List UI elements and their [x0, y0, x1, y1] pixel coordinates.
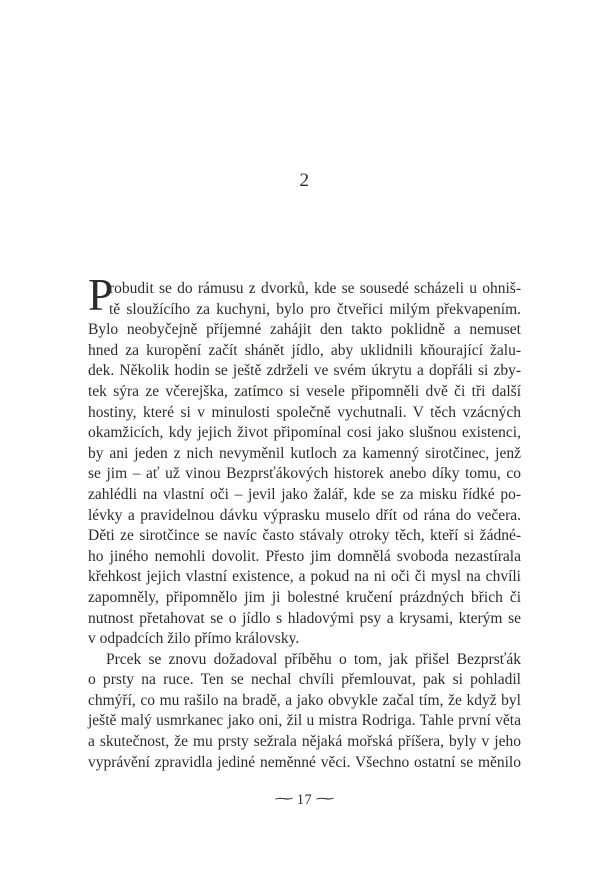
text-line: ho jiného nemohli dovolit. Přesto jim domnělá svoboda nezastírala: [88, 547, 521, 565]
text-line: okamžicích, kdy jejich život připomínal cosi jako slušnou existenci,: [88, 424, 521, 442]
text-line: robudit se do rámusu z dvorků, kde se sousedé scházeli u ohniš-: [109, 280, 521, 297]
text-line: o prsty na ruce. Ten se nechal chvíli přemlouvat, pak si pohladil: [88, 671, 521, 689]
text-line: by ani jeden z nich nevyměnil kutloch za kamenný sirotčinec, jenž: [88, 444, 521, 462]
text-line: v odpadcích žilo přímo královsky.: [88, 630, 300, 648]
text-line: vyprávění zpravidla jediné neměnné věci. Všechno ostatní se měnilo: [88, 753, 521, 771]
text-line: tek sýra ze včerejška, zatímco si vesele připomněli dvě či tři další: [88, 382, 521, 400]
text-line: Bylo neobyčejně příjemné zahájit den takto poklidně a nemuset: [88, 321, 521, 339]
drop-cap: P: [88, 270, 114, 320]
text-line: zahlédli na vlastní oči – jevil jako žalář, kde se za misku řídké po-: [88, 485, 521, 503]
text-line: zapomněly, připomnělo jim ji bolestné kručení prázdných břich či: [88, 588, 521, 606]
text-line: nutnost přetahovat se o jídlo s hladovými psy a krysami, kterým se: [88, 609, 521, 627]
text-line: hostiny, které si v minulosti společně vychutnali. V těch vzácných: [88, 403, 521, 421]
text-line: hned za kuropění začít shánět jídlo, aby uklidnili kňourající žalu-: [88, 341, 521, 359]
footer-ornament-left: ∼: [272, 792, 296, 806]
text-line: chmýří, co mu rašilo na bradě, a jako obvykle začal tím, že když byl: [88, 691, 521, 709]
page-footer: [88, 791, 521, 809]
text-line: dek. Několik hodin se ještě zdrželi ve svém úkrytu a dopřáli si zby-: [88, 362, 521, 380]
text-line: se jim – ať už vinou Bezprsťákových historek anebo díky tomu, co: [88, 465, 521, 483]
page-number: 17: [296, 792, 313, 808]
text-line: Prcek se znovu dožadoval příběhu o tom, jak přišel Bezprsťák: [106, 650, 521, 668]
text-line: ještě malý usmrkanec jako oni, žil u mistra Rodriga. Tahle první věta: [88, 712, 521, 730]
body-text: [88, 270, 521, 773]
text-line: křehkost jejich vlastní existence, a pokud na ni oči či mysl na chvíli: [88, 568, 521, 586]
text-line: a skutečnost, že mu prsty sežrala nějaká mořská příšera, byly v jeho: [88, 733, 521, 751]
footer-ornament-right: ∼: [313, 792, 337, 806]
chapter-number: 2: [299, 170, 310, 191]
text-line: tě sloužícího za kuchyni, bylo pro čtveřici milým překvapením.: [109, 300, 521, 318]
text-line: Děti ze sirotčince se navíc často stávaly otroky těch, kteří si žádné-: [88, 527, 521, 545]
text-line: lévky a pravidelnou dávku výprasku muselo dřít od rána do večera.: [88, 506, 521, 524]
